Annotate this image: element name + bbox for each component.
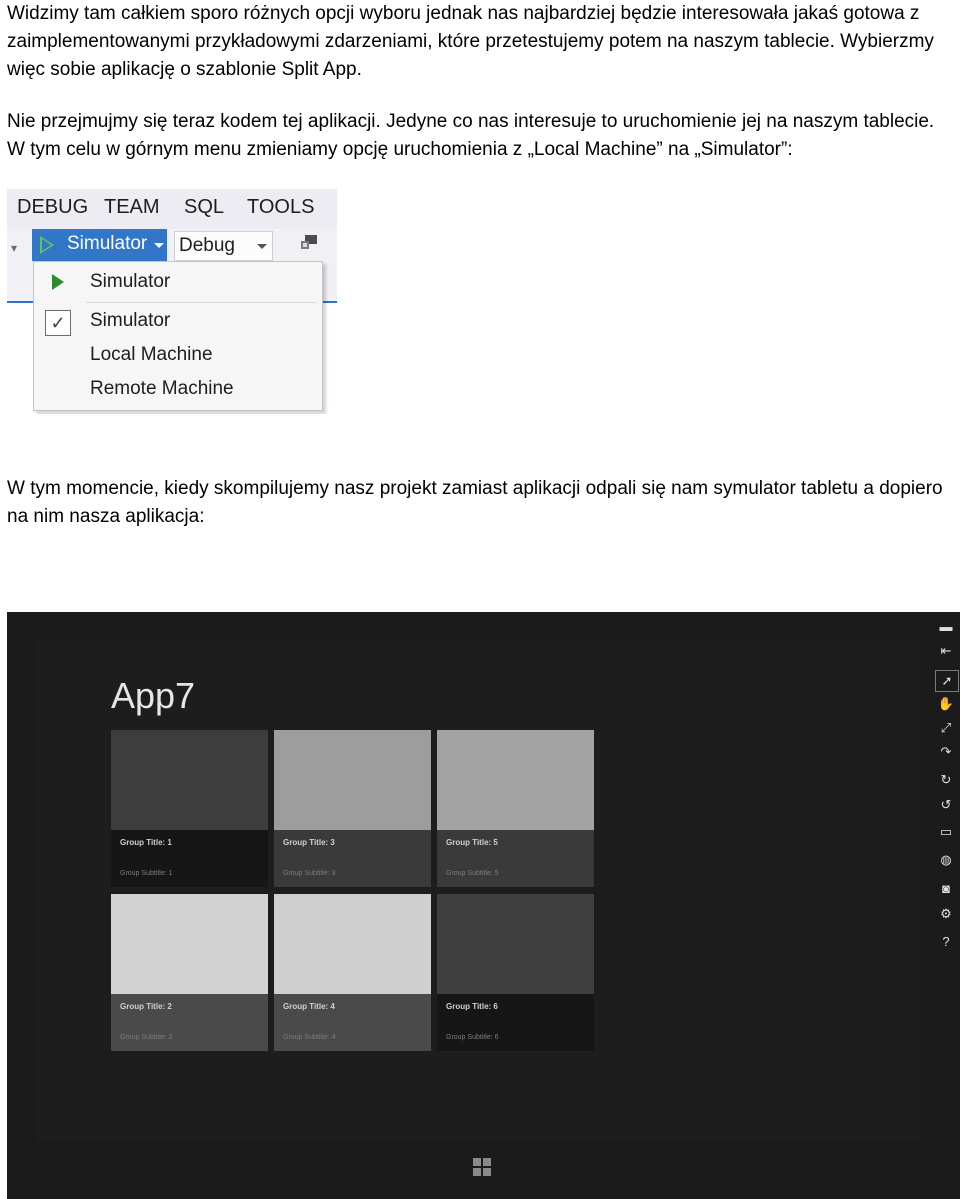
- run-target-label: Simulator: [67, 233, 148, 254]
- pinch-zoom-icon[interactable]: ⤢: [940, 720, 952, 735]
- menu-team[interactable]: TEAM: [104, 196, 160, 218]
- group-image: [274, 894, 431, 994]
- group-title: Group Title: 6: [446, 1002, 498, 1011]
- group-title: Group Title: 4: [283, 1002, 335, 1011]
- group-tile[interactable]: [437, 894, 594, 1051]
- resolution-icon[interactable]: ▭: [939, 824, 953, 839]
- configuration-label: Debug: [179, 235, 235, 256]
- group-title: Group Title: 3: [283, 838, 335, 847]
- group-title: Group Title: 1: [120, 838, 172, 847]
- group-image: [437, 730, 594, 830]
- group-image: [111, 894, 268, 994]
- group-tile[interactable]: [111, 894, 268, 1051]
- instruction-paragraph: Nie przejmujmy się teraz kodem tej aplikacji. Jedyne co nas interesuje to uruchomienie jej na naszym tablecie. W tym celu w górnym menu zmieniamy opcję uruchomienia z „Local Machine” na „Simulator”:: [7, 111, 935, 160]
- group-caption: [274, 994, 431, 1051]
- group-tile[interactable]: [274, 730, 431, 887]
- touch-icon[interactable]: ✋: [937, 696, 955, 711]
- group-tile[interactable]: [111, 730, 268, 887]
- pointer-icon[interactable]: ➚: [935, 670, 959, 692]
- menu-item-simulator[interactable]: Simulator: [90, 310, 171, 331]
- rotate-clockwise-icon[interactable]: ↻: [940, 772, 952, 787]
- app-title: App7: [111, 675, 196, 716]
- group-image: [437, 894, 594, 994]
- group-image: [111, 730, 268, 830]
- group-caption: [111, 994, 268, 1051]
- group-caption: [437, 830, 594, 887]
- checkmark-icon: ✓: [45, 310, 71, 336]
- menu-separator: [86, 302, 316, 303]
- menu-tools[interactable]: TOOLS: [247, 196, 315, 218]
- group-subtitle: Group Subtitle: 4: [283, 1034, 336, 1041]
- group-subtitle: Group Subtitle: 3: [283, 870, 336, 877]
- windows-logo-icon[interactable]: [473, 1158, 491, 1176]
- menu-item-remote-machine[interactable]: Remote Machine: [90, 378, 234, 399]
- menu-item-local-machine[interactable]: Local Machine: [90, 344, 213, 365]
- help-icon[interactable]: ?: [942, 934, 950, 949]
- chevron-down-icon: [257, 244, 267, 249]
- rotate-touch-icon[interactable]: ↷: [940, 744, 952, 759]
- group-title: Group Title: 5: [446, 838, 498, 847]
- play-icon: [40, 236, 54, 254]
- settings-icon[interactable]: ⚙: [940, 906, 952, 921]
- group-tile[interactable]: [437, 730, 594, 887]
- group-subtitle: Group Subtitle: 2: [120, 1034, 173, 1041]
- minimize-icon[interactable]: ▬: [939, 619, 953, 634]
- chevron-down-icon: [154, 243, 164, 248]
- group-caption: [274, 830, 431, 887]
- group-title: Group Title: 2: [120, 1002, 172, 1011]
- simulator-paragraph: W tym momencie, kiedy skompilujemy nasz projekt zamiast aplikacji odpali się nam symulator tabletu a dopiero na nim nasza aplikacja:: [7, 478, 943, 527]
- pin-icon[interactable]: ⇤: [940, 643, 952, 658]
- play-icon: [52, 274, 64, 290]
- group-subtitle: Group Subtitle: 6: [446, 1034, 499, 1041]
- toolbar-grip-icon: ▾: [11, 241, 18, 255]
- group-image: [274, 730, 431, 830]
- menu-sql[interactable]: SQL: [184, 196, 225, 218]
- simulator-toolbar: [933, 612, 960, 1199]
- group-caption: [111, 830, 268, 887]
- group-tile[interactable]: [274, 894, 431, 1051]
- configuration-select[interactable]: [174, 231, 273, 261]
- group-subtitle: Group Subtitle: 1: [120, 870, 173, 877]
- vs-menubar: [7, 189, 337, 229]
- screenshot-icon[interactable]: ◙: [942, 881, 950, 896]
- run-target-button[interactable]: [32, 229, 167, 261]
- device-icon[interactable]: [299, 233, 319, 253]
- menu-debug[interactable]: DEBUG: [17, 196, 89, 218]
- rotate-counterclockwise-icon[interactable]: ↺: [940, 797, 952, 812]
- tablet-simulator-screenshot: [7, 612, 960, 1199]
- simulator-screen: [36, 641, 919, 1141]
- vs-toolbar-screenshot: [7, 189, 337, 414]
- group-subtitle: Group Subtitle: 5: [446, 870, 499, 877]
- run-target-dropdown: [33, 261, 323, 411]
- intro-paragraph: Widzimy tam całkiem sporo różnych opcji wyboru jednak nas najbardziej będzie interesowała jakaś gotowa z zaimplementowanymi przykładowymi zdarzeniami, które przetestujemy potem na naszym tablecie. Wybierzmy więc sobie aplikację o szablonie Split App.: [7, 3, 934, 80]
- location-icon[interactable]: ◍: [940, 852, 952, 867]
- group-caption: [437, 994, 594, 1051]
- menu-item-simulator-run[interactable]: Simulator: [90, 271, 171, 292]
